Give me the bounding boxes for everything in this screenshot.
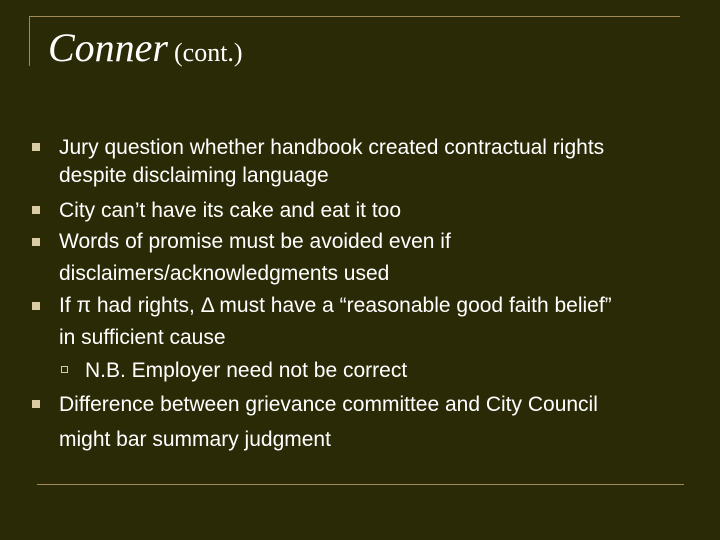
- slide-title-main: Conner: [48, 25, 168, 70]
- bullet-3-line-2: disclaimers/acknowledgments used: [59, 262, 390, 285]
- square-bullet-icon: [32, 206, 40, 214]
- bullet-1-line-2: despite disclaiming language: [59, 164, 329, 187]
- square-bullet-icon: [32, 302, 40, 310]
- bullet-5-line-1: Difference between grievance committee and City Council: [59, 393, 598, 416]
- square-bullet-icon: [32, 143, 40, 151]
- bullet-2-line-1: City can’t have its cake and eat it too: [59, 199, 402, 222]
- square-bullet-icon: [32, 400, 40, 408]
- bullet-4-line-1: If π had rights, Δ must have a “reasonable good faith belief”: [59, 294, 612, 317]
- slide-title-sub: (cont.): [174, 38, 243, 67]
- bullet-5-line-2: might bar summary judgment: [59, 428, 331, 451]
- bullet-1-line-1: Jury question whether handbook created contractual rights: [59, 136, 605, 159]
- hollow-square-bullet-icon: [61, 366, 68, 373]
- footer-rule: [37, 484, 684, 485]
- sub-bullet-line: N.B. Employer need not be correct: [85, 359, 408, 382]
- square-bullet-icon: [32, 238, 40, 246]
- bullet-3-line-1: Words of promise must be avoided even if: [59, 230, 451, 253]
- bullet-4-line-2: in sufficient cause: [59, 326, 226, 349]
